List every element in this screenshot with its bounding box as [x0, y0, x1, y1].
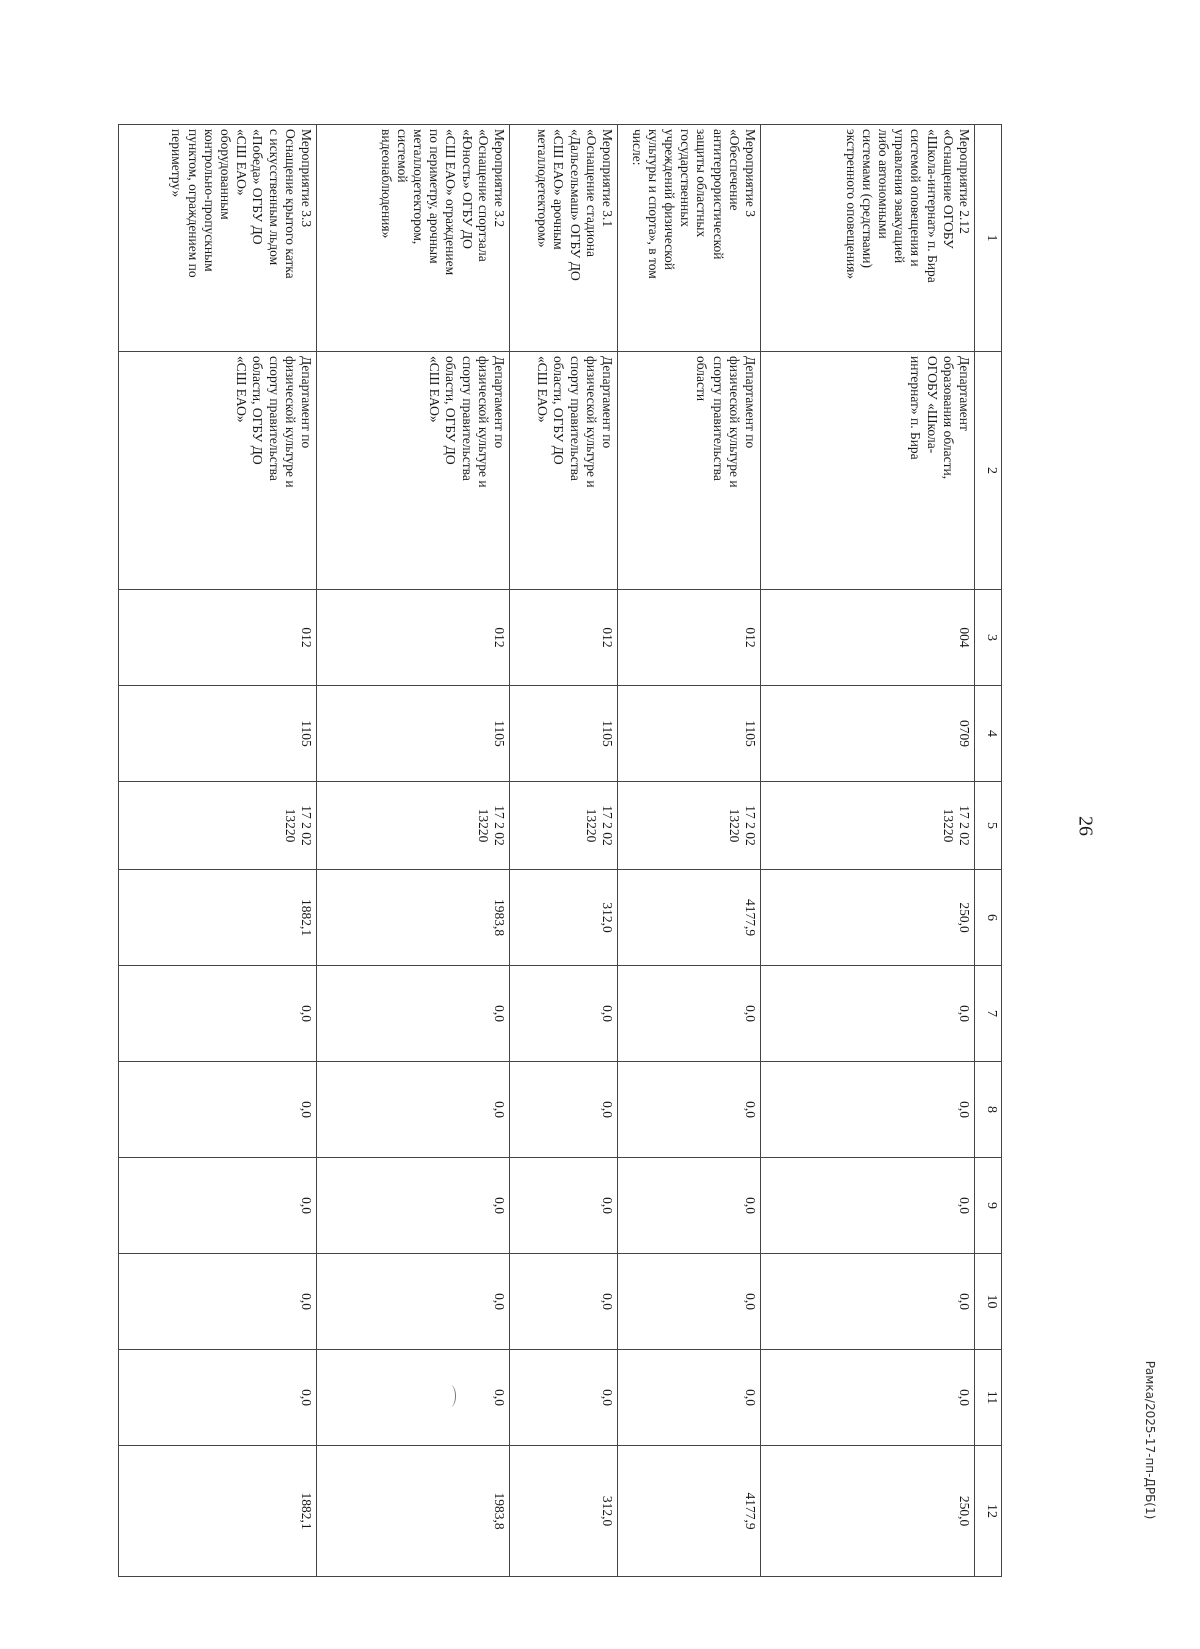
total-cell: 250,0 [761, 1446, 975, 1577]
amount-cell: 0,0 [510, 1350, 618, 1446]
amount-cell: 0,0 [510, 966, 618, 1062]
amount-cell: 250,0 [761, 870, 975, 966]
amount-cell: 0,0 [510, 1254, 618, 1350]
amount-cell: 0,0 [618, 1254, 761, 1350]
amount-cell: 0,0 [317, 966, 510, 1062]
total-cell: 312,0 [510, 1446, 618, 1577]
page-number: 26 [1074, 816, 1097, 836]
amount-cell: 1882,1 [119, 870, 317, 966]
code-cell: 012 [618, 590, 761, 686]
header-cell: 9 [975, 1158, 1002, 1254]
measure-cell: Мероприятие 3 «Обеспечение антитеррористической защиты областных государственных учреждений физической культуры и спорта», в том числе: [618, 125, 761, 352]
document-footer-code: Рамка/2025-17-пп-ДРБ(1) [1143, 1360, 1157, 1520]
code-cell: 012 [510, 590, 618, 686]
section-cell: 1105 [317, 686, 510, 782]
header-cell: 6 [975, 870, 1002, 966]
table-row [618, 125, 761, 1577]
section-cell: 1105 [510, 686, 618, 782]
amount-cell: 4177,9 [618, 870, 761, 966]
executor-cell: Департамент по физической культуре и спорту правительства области [618, 352, 761, 590]
amount-cell: 0,0 [317, 1254, 510, 1350]
amount-cell: 0,0 [761, 1062, 975, 1158]
section-cell: 1105 [618, 686, 761, 782]
amount-cell: 0,0 [317, 1158, 510, 1254]
header-cell: 2 [975, 352, 1002, 590]
target-article-cell: 17 2 02 13220 [761, 782, 975, 870]
total-cell: 1882,1 [119, 1446, 317, 1577]
executor-cell: Департамент по физической культуре и спорту правительства области, ОГБУ ДО «СШ ЕАО» [317, 352, 510, 590]
section-cell: 0709 [761, 686, 975, 782]
table-row [317, 125, 510, 1577]
amount-cell: 0,0 [317, 1062, 510, 1158]
target-article-cell: 17 2 02 13220 [618, 782, 761, 870]
executor-cell: Департамент образования области, ОГОБУ «Школа- интернат» п. Бира [761, 352, 975, 590]
amount-cell: 312,0 [510, 870, 618, 966]
amount-cell: 0,0 [761, 1254, 975, 1350]
amount-cell: 0,0 [618, 1350, 761, 1446]
header-cell: 8 [975, 1062, 1002, 1158]
scan-artifact-mark [445, 1385, 456, 1407]
amount-cell: 1983,8 [317, 870, 510, 966]
measure-cell: Мероприятие 2.12 «Оснащение ОГОБУ «Школа-интернат» п. Бира системой оповещения и управления эвакуацией либо автономными системами (средствами) экстренного оповещения» [761, 125, 975, 352]
budget-table-container [120, 124, 1002, 1576]
amount-cell: 0,0 [618, 1062, 761, 1158]
section-cell: 1105 [119, 686, 317, 782]
amount-cell: 0,0 [119, 1158, 317, 1254]
total-cell: 4177,9 [618, 1446, 761, 1577]
amount-cell: 0,0 [510, 1062, 618, 1158]
amount-cell: 0,0 [119, 1062, 317, 1158]
measure-cell: Мероприятие 3.1 «Оснащение стадиона «Дальсельмаш» ОГБУ ДО «СШ ЕАО» арочным металлодетектором» [510, 125, 618, 352]
header-cell: 10 [975, 1254, 1002, 1350]
table-row [761, 125, 975, 1577]
measure-cell: Мероприятие 3.3 Оснащение крытого катка с искусственным льдом «Победа» ОГБУ ДО «СШ ЕАО» оборудованным контрольно-пропускным пунктом, ограждением по периметру» [119, 125, 317, 352]
header-cell: 4 [975, 686, 1002, 782]
measure-cell: Мероприятие 3.2 «Оснащение спортзала «Юность» ОГБУ ДО «СШ ЕАО» ограждением по периметру, арочным металлодетектором, системой видеонаблюдения» [317, 125, 510, 352]
amount-cell: 0,0 [119, 966, 317, 1062]
executor-cell: Департамент по физической культуре и спорту правительства области, ОГБУ ДО «СШ ЕАО» [510, 352, 618, 590]
header-cell: 12 [975, 1446, 1002, 1577]
code-cell: 012 [119, 590, 317, 686]
code-cell: 004 [761, 590, 975, 686]
amount-cell: 0,0 [317, 1350, 510, 1446]
table-header-row [975, 125, 1002, 1577]
header-cell: 7 [975, 966, 1002, 1062]
executor-cell: Департамент по физической культуре и спорту правительства области, ОГБУ ДО «СШ ЕАО» [119, 352, 317, 590]
header-cell: 11 [975, 1350, 1002, 1446]
amount-cell: 0,0 [761, 1350, 975, 1446]
header-cell: 5 [975, 782, 1002, 870]
budget-table [118, 124, 1002, 1577]
amount-cell: 0,0 [119, 1350, 317, 1446]
amount-cell: 0,0 [761, 1158, 975, 1254]
table-row [510, 125, 618, 1577]
amount-cell: 0,0 [618, 966, 761, 1062]
total-cell: 1983,8 [317, 1446, 510, 1577]
amount-cell: 0,0 [119, 1254, 317, 1350]
code-cell: 012 [317, 590, 510, 686]
target-article-cell: 17 2 02 13220 [510, 782, 618, 870]
header-cell: 3 [975, 590, 1002, 686]
amount-cell: 0,0 [761, 966, 975, 1062]
amount-cell: 0,0 [618, 1158, 761, 1254]
table-row [119, 125, 317, 1577]
target-article-cell: 17 2 02 13220 [317, 782, 510, 870]
target-article-cell: 17 2 02 13220 [119, 782, 317, 870]
amount-cell: 0,0 [510, 1158, 618, 1254]
header-cell: 1 [975, 125, 1002, 352]
